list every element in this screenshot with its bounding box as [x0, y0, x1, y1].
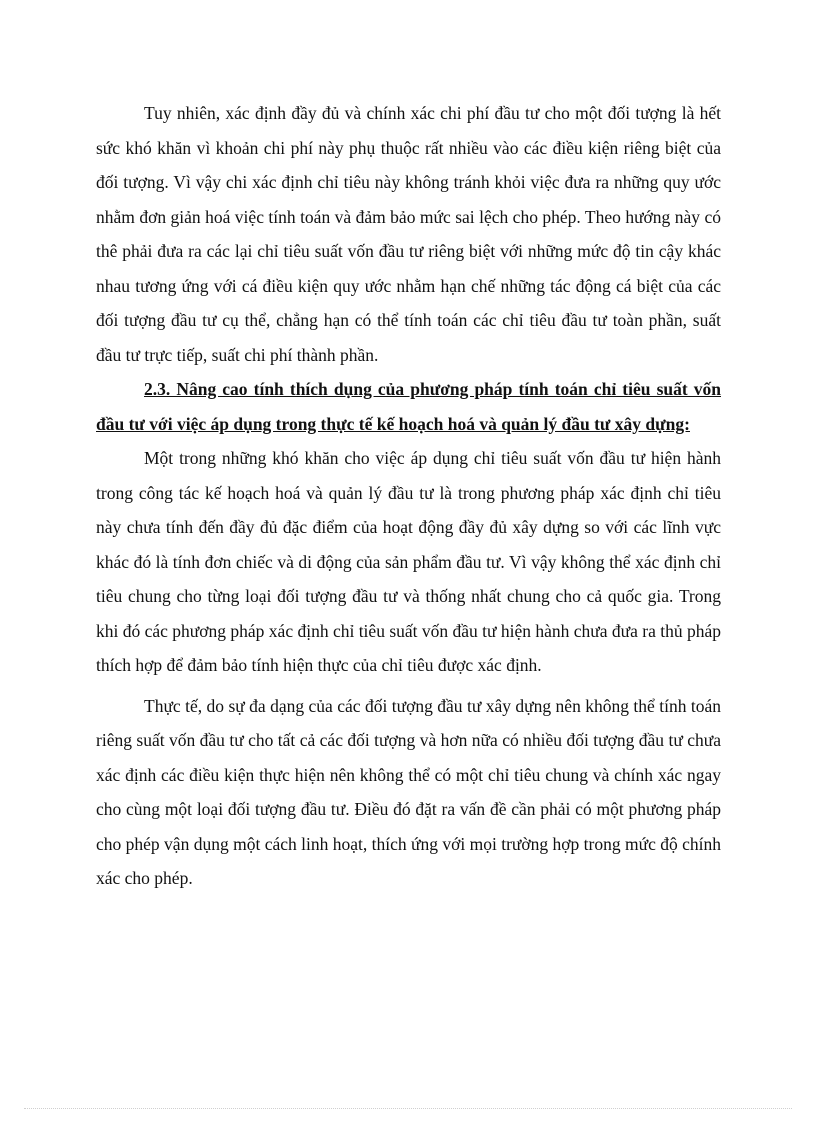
section-heading: 2.3. Nâng cao tính thích dụng của phương pháp tính toán chỉ tiêu suất vốn đầu tư với việc áp dụng trong thực tế kế hoạch hoá và quản lý đầu tư xây dựng: [96, 379, 721, 434]
document-body [96, 96, 721, 896]
page-bottom-rule [24, 1108, 792, 1109]
paragraph-2: Một trong những khó khăn cho việc áp dụng chỉ tiêu suất vốn đầu tư hiện hành trong công tác kế hoạch hoá và quản lý đầu tư là trong phương pháp xác định chỉ tiêu này chưa tính đến đầy đủ đặc điểm của hoạt động đầy đủ xây dựng so với các lĩnh vực khác đó là tính đơn chiếc và di động của sản phẩm đầu tư. Vì vậy không thể xác định chỉ tiêu chung cho từng loại đối tượng đầu tư và thống nhất chung cho cả quốc gia. Trong khi đó các phương pháp xác định chỉ tiêu suất vốn đầu tư hiện hành chưa đưa ra thủ pháp thích hợp để đảm bảo tính hiện thực của chỉ tiêu được xác định. [96, 448, 722, 675]
paragraph-3: Thực tế, do sự đa dạng của các đối tượng đầu tư xây dựng nên không thể tính toán riêng suất vốn đầu tư cho tất cả các đối tượng và hơn nữa có nhiều đối tượng đầu tư chưa xác định các điều kiện thực hiện nên không thể có một chỉ tiêu chung và chính xác ngay cho cùng một loại đối tượng đầu tư. Điều đó đặt ra vấn đề cần phải có một phương pháp cho phép vận dụng một cách linh hoạt, thích ứng với mọi trường hợp trong mức độ chính xác cho phép. [96, 695, 721, 888]
paragraph-1: Tuy nhiên, xác định đầy đủ và chính xác chi phí đầu tư cho một đối tượng là hết sức khó khăn vì khoản chi phí này phụ thuộc rất nhiều vào các điều kiện riêng biệt của đối tượng. Vì vậy chi xác định chỉ tiêu này không tránh khỏi việc đưa ra những quy ước nhằm đơn giản hoá việc tính toán và đảm bảo mức sai lệch cho phép. Theo hướng này có thê phải đưa ra các lại chỉ tiêu suất vốn đầu tư riêng biệt với những mức độ tin cậy khác nhau tương ứng với cá điều kiện quy ước nhằm hạn chế những tác động cá biệt của các đối tượng đầu tư cụ thể, chẳng hạn có thể tính toán các chỉ tiêu đầu tư toàn phần, suất đầu tư trực tiếp, suất chi phí thành phần. [96, 103, 721, 365]
